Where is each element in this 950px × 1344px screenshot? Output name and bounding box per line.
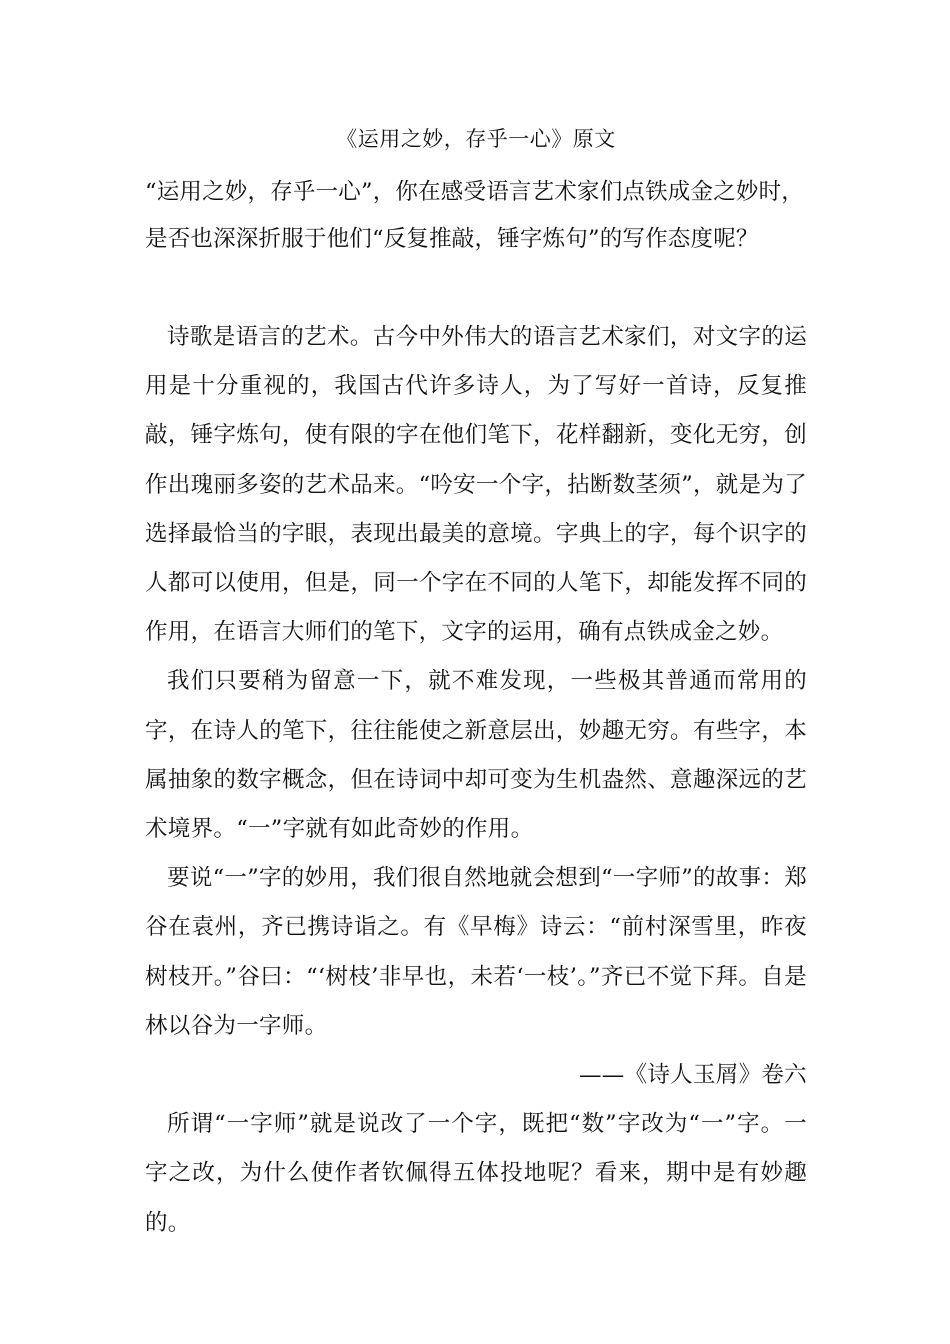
- body-text: [145, 313, 807, 1248]
- closing-paragraph: 所谓“一字师”就是说改了一个字，既把“数”字改为“一”字。一字之改，为什么使作者钦佩得五体投地呢？看来，期中是有妙趣的。: [145, 1111, 807, 1236]
- body-paragraph-3: 要说“一”字的妙用，我们很自然地就会想到“一字师”的故事：郑谷在袁州，齐已携诗诣之。有《早梅》诗云：“前村深雪里，昨夜树枝开。”谷曰：“‘树枝’非早也，未若‘一枝’。”齐已不觉下拜。自是林以谷为一字师。: [145, 865, 808, 1039]
- body-paragraph-1: 诗歌是语言的艺术。古今中外伟大的语言艺术家们，对文字的运用是十分重视的，我国古代许多诗人，为了写好一首诗，反复推敲，锤字炼句，使有限的字在他们笔下，花样翻新，变化无穷，创作出瑰丽多姿的艺术品来。“吟安一个字，拈断数茎须”，就是为了选择最恰当的字眼，表现出最美的意境。字典上的字，每个识字的人都可以使用，但是，同一个字在不同的人笔下，却能发挥不同的作用，在语言大师们的笔下，文字的运用，确有点铁成金之妙。: [145, 324, 808, 646]
- source-citation: ——《诗人玉屑》卷六: [578, 1062, 807, 1089]
- document-page: [145, 0, 807, 1344]
- body-paragraph-2: 我们只要稍为留意一下，就不难发现，一些极其普通而常用的字，在诗人的笔下，往往能使之新意层出，妙趣无穷。有些字，本属抽象的数字概念，但在诗词中却可变为生机盎然、意趣深远的艺术境界。“一”字就有如此奇妙的作用。: [145, 668, 807, 843]
- intro-paragraph: “运用之妙，存乎一心”，你在感受语言艺术家们点铁成金之妙时，是否也深深折服于他们“反复推敲，锤字炼句”的写作态度呢？: [145, 179, 805, 252]
- document-title: 《运用之妙，存乎一心》原文: [336, 127, 616, 151]
